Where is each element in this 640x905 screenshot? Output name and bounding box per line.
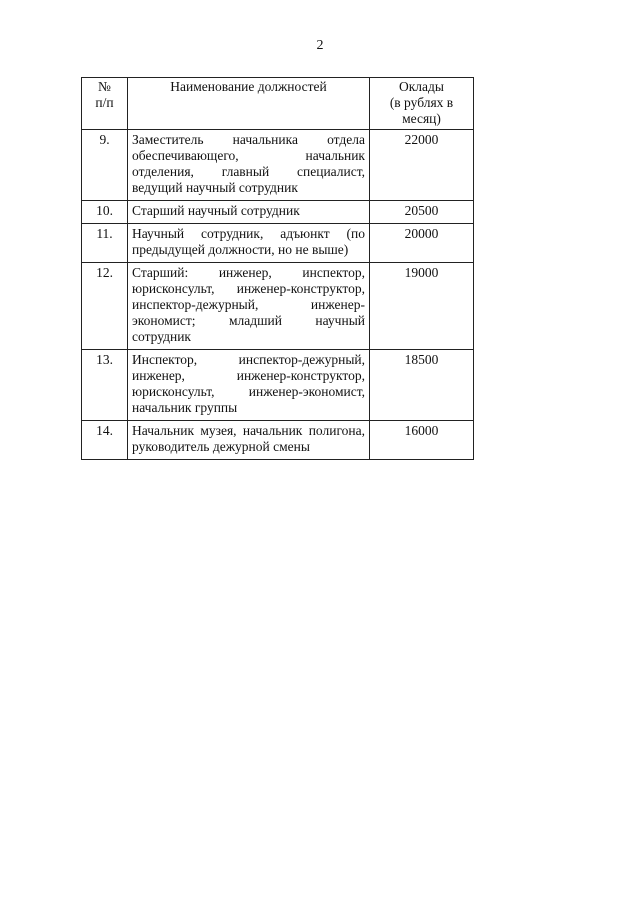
row-salary: 18500 — [370, 350, 474, 421]
table-row — [82, 421, 474, 460]
salary-table — [81, 77, 474, 460]
header-number-abbr: п/п — [95, 95, 114, 110]
row-number: 13. — [82, 350, 128, 421]
header-number-symbol: № — [98, 79, 111, 94]
row-number: 14. — [82, 421, 128, 460]
table-header-row — [82, 78, 474, 130]
header-position-name: Наименование должностей — [128, 78, 370, 130]
row-position-name: Старший: инженер, инспектор, юрисконсульт, инженер-конструктор, инспектор-дежурный, инженер-экономист; младший научный сотрудник — [128, 263, 370, 350]
row-position-name: Начальник музея, начальник полигона, руководитель дежурной смены — [128, 421, 370, 460]
row-position-name: Заместитель начальника отдела обеспечивающего, начальник отделения, главный специалист, ведущий научный сотрудник — [128, 130, 370, 201]
table-row — [82, 350, 474, 421]
row-number: 12. — [82, 263, 128, 350]
table-row — [82, 201, 474, 224]
row-salary: 16000 — [370, 421, 474, 460]
table-row — [82, 263, 474, 350]
table-row — [82, 130, 474, 201]
row-position-name: Старший научный сотрудник — [128, 201, 370, 224]
row-salary: 20500 — [370, 201, 474, 224]
header-number — [82, 78, 128, 130]
row-position-name: Научный сотрудник, адъюнкт (по предыдущей должности, но не выше) — [128, 224, 370, 263]
row-number: 9. — [82, 130, 128, 201]
row-salary: 20000 — [370, 224, 474, 263]
header-salary — [370, 78, 474, 130]
row-position-name: Инспектор, инспектор-дежурный, инженер, инженер-конструктор, юрисконсульт, инженер-экономист, начальник группы — [128, 350, 370, 421]
row-salary: 19000 — [370, 263, 474, 350]
row-salary: 22000 — [370, 130, 474, 201]
header-salary-unit: (в рублях в месяц) — [389, 95, 454, 126]
row-number: 10. — [82, 201, 128, 224]
row-number: 11. — [82, 224, 128, 263]
table-row — [82, 224, 474, 263]
page-number: 2 — [316, 38, 324, 53]
header-salary-title: Оклады — [399, 79, 444, 94]
